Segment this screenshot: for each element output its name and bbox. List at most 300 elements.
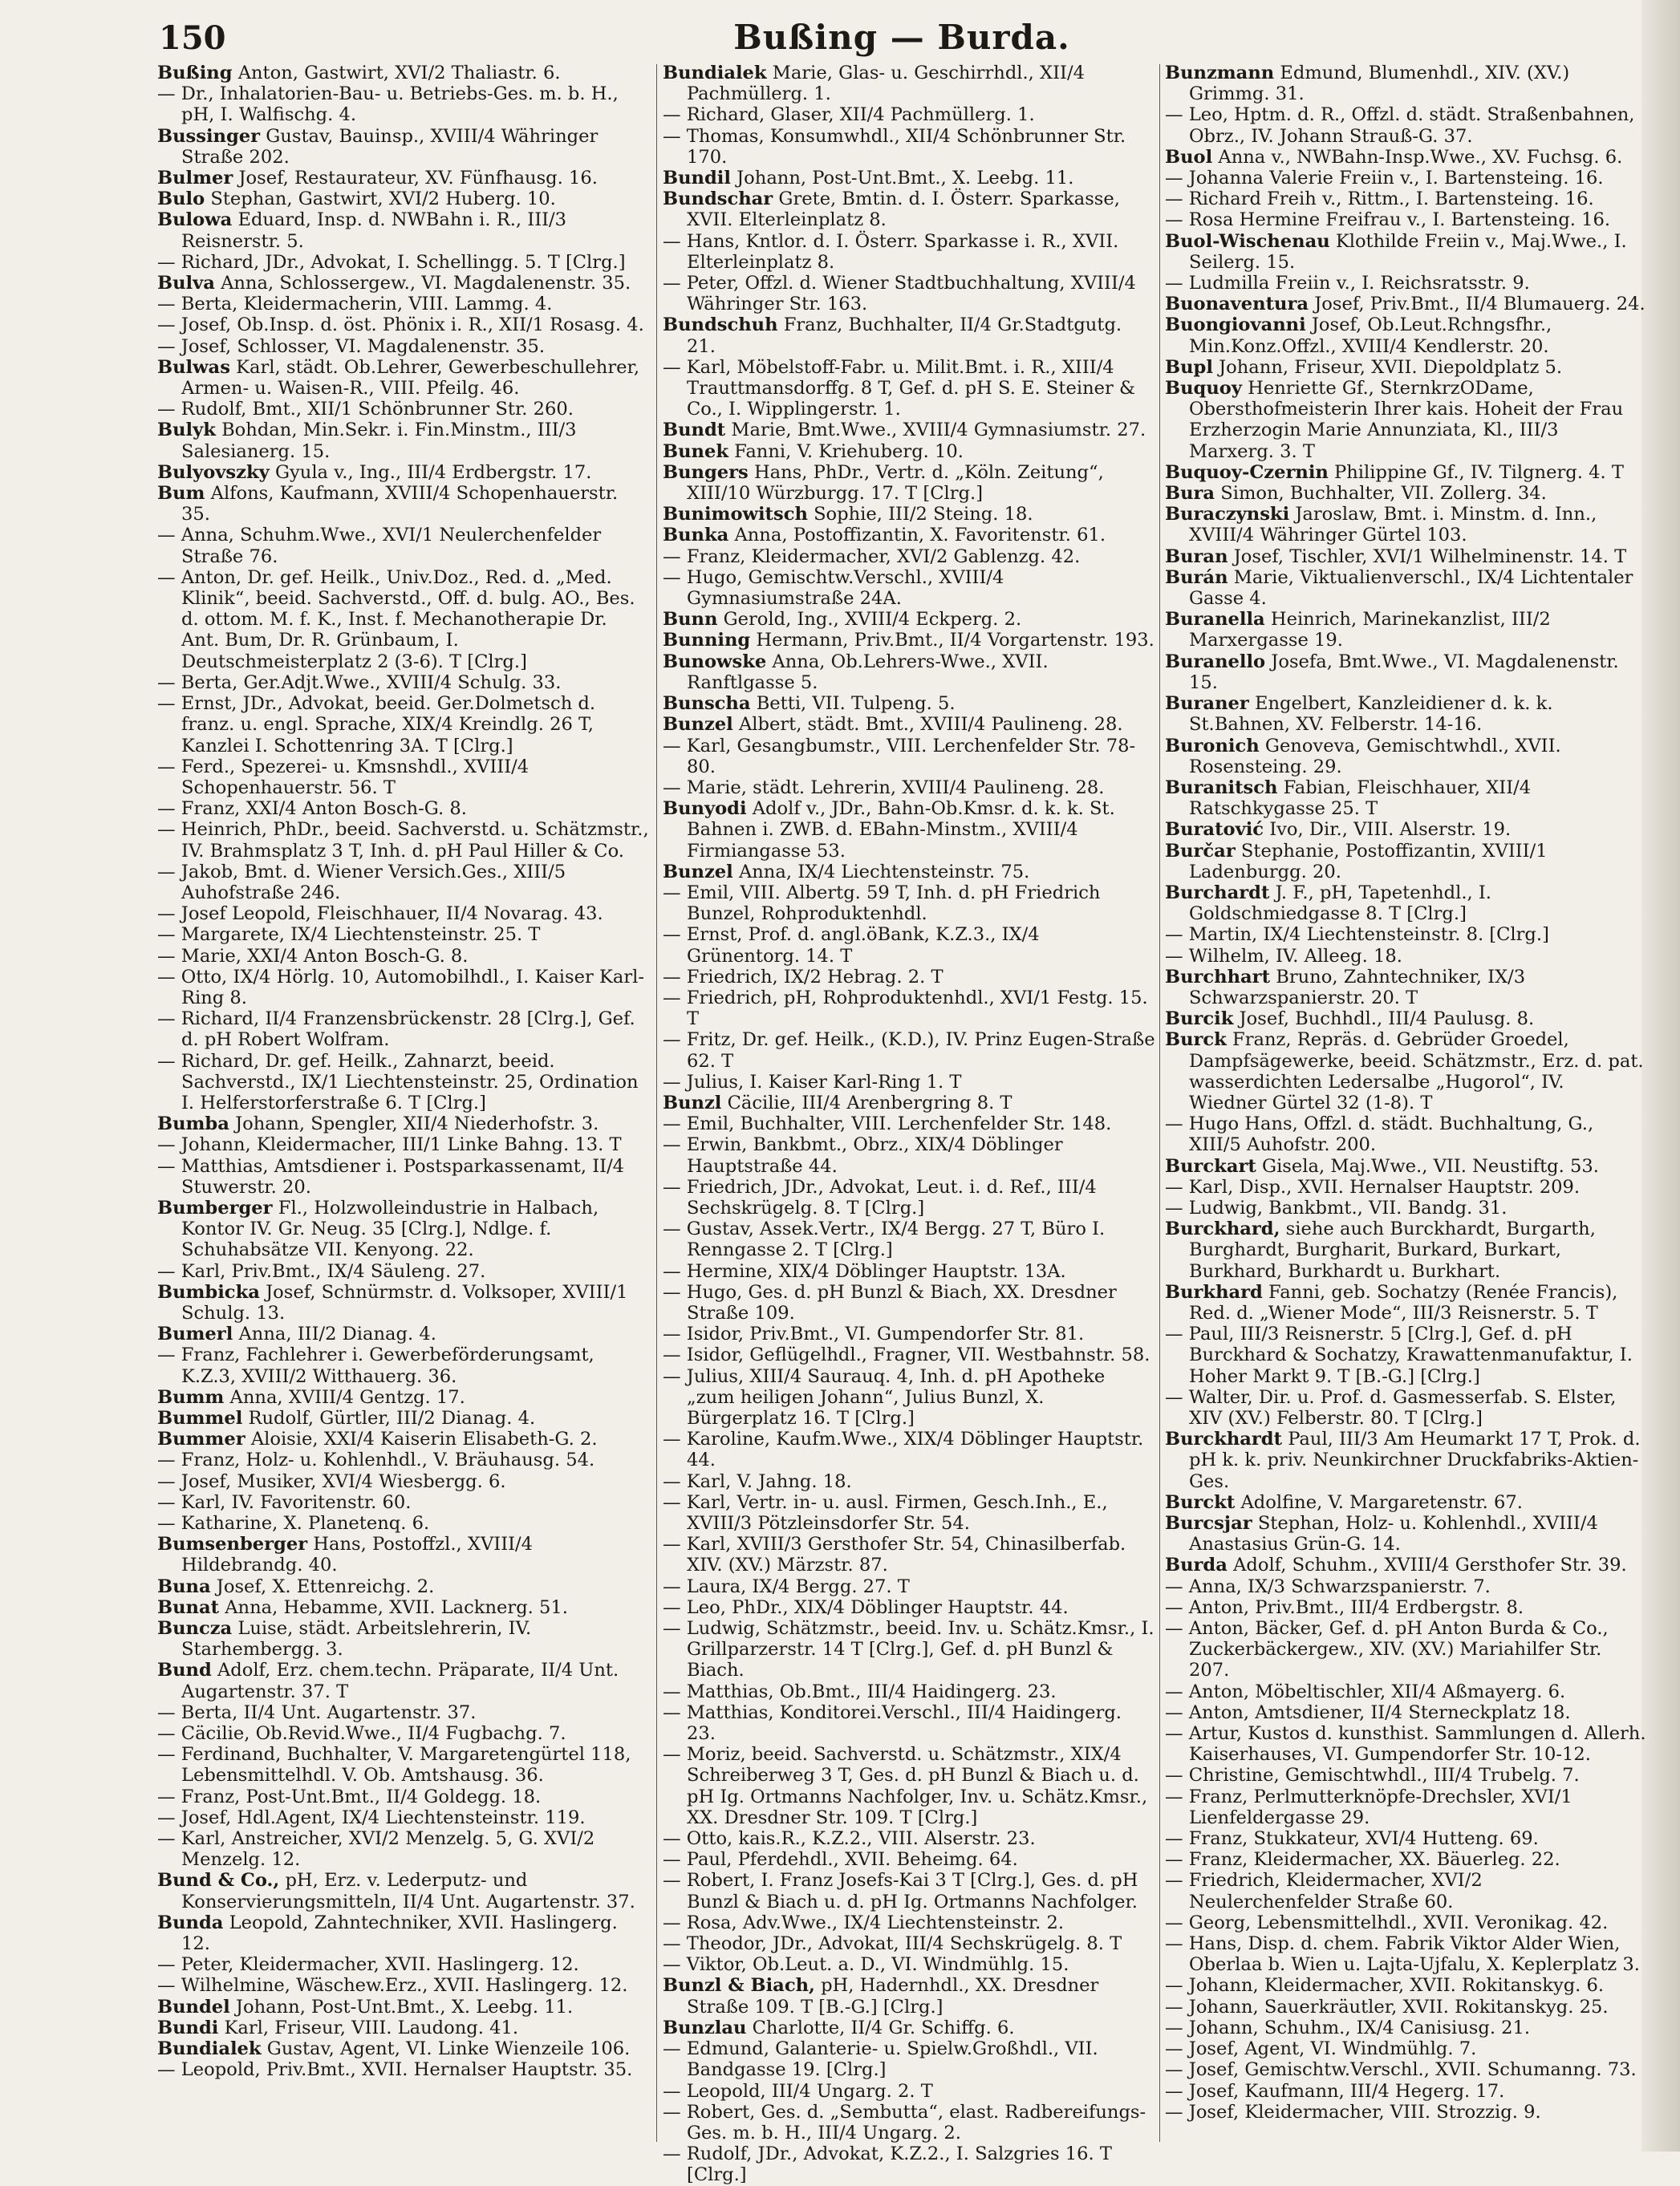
entry-details: — Josef, Kleidermacher, VIII. Strozzig. 9. bbox=[1165, 2101, 1541, 2123]
directory-entry bbox=[157, 1344, 651, 1386]
entry-details: — Artur, Kustos d. kunsthist. Sammlungen d. Allerh. Kaiserhauses, VI. Gumpendorfer Str. 10-12. bbox=[1165, 1723, 1646, 1766]
directory-entry bbox=[157, 1156, 651, 1198]
entry-details: — Karl, Möbelstoff-Fabr. u. Milit.Bmt. i. R., XIII/4 Trauttmansdorffg. 8 T, Gef. d. pH S. E. Steiner & Co., I. Wipplingerstr. 1. bbox=[663, 356, 1136, 420]
entry-details: — Georg, Lebensmittelhdl., XVII. Veronikag. 42. bbox=[1165, 1912, 1609, 1933]
directory-entry bbox=[663, 1597, 1156, 1618]
directory-entry bbox=[663, 693, 1156, 714]
directory-entry bbox=[663, 2102, 1156, 2143]
entry-details: Engelbert, Kanzleidiener d. k. k. St.Bahnen, XV. Felberstr. 14-16. bbox=[1189, 693, 1553, 736]
directory-entry bbox=[1165, 357, 1646, 378]
entry-details: — Josef Leopold, Fleischhauer, II/4 Novarag. 43. bbox=[157, 903, 603, 925]
directory-entry bbox=[663, 1219, 1156, 1260]
entry-details: Anna, IX/4 Liechtensteinstr. 75. bbox=[738, 861, 1030, 882]
directory-entry bbox=[663, 1744, 1156, 1828]
directory-entry bbox=[1165, 147, 1646, 168]
directory-entry bbox=[663, 862, 1156, 882]
entry-details: — Hans, Disp. d. chem. Fabrik Viktor Alder Wien, Oberlaa b. Wien u. Lajta-Ujfalu, X. Keplerplatz 3. bbox=[1165, 1933, 1640, 1976]
entry-surname: Bunning bbox=[663, 630, 751, 651]
entry-surname: Bulowa bbox=[157, 209, 233, 231]
entry-details: Anna, Postoffizantin, X. Favoritenstr. 61. bbox=[734, 525, 1106, 546]
entry-details: — Katharine, X. Planetenq. 6. bbox=[157, 1513, 430, 1535]
directory-entry bbox=[1165, 2102, 1646, 2123]
page-edge-shadow bbox=[1641, 0, 1680, 2152]
entry-details: — Peter, Offzl. d. Wiener Stadtbuchhaltung, XVIII/4 Währinger Str. 163. bbox=[663, 273, 1136, 315]
directory-entry bbox=[1165, 1555, 1646, 1576]
entry-details: — Karl, XVIII/3 Gersthofer Str. 54, Chinasilberfab. XIV. (XV.) Märzstr. 87. bbox=[663, 1534, 1126, 1576]
entry-details: — Dr., Inhalatorien-Bau- u. Betriebs-Ges. m. b. H., pH, I. Walfischg. 4. bbox=[157, 83, 619, 126]
entry-details: Josef, Schnürmstr. d. Volksoper, XVIII/1 Schulg. 13. bbox=[181, 1281, 628, 1324]
directory-entry bbox=[1165, 819, 1646, 840]
entry-details: Rudolf, Gürtler, III/2 Dianag. 4. bbox=[248, 1408, 536, 1429]
column-rule bbox=[656, 64, 657, 2142]
entry-details: Philippine Gf., IV. Tilgnerg. 4. T bbox=[1334, 461, 1624, 483]
entry-details: — Viktor, Ob.Leut. a. D., VI. Windmühlg. 15. bbox=[663, 1954, 1069, 1976]
directory-entry bbox=[157, 1618, 651, 1660]
entry-details: Aloisie, XXI/4 Kaiserin Elisabeth-G. 2. bbox=[250, 1429, 598, 1450]
directory-entry bbox=[157, 924, 651, 945]
entry-surname: Bundschuh bbox=[663, 314, 778, 336]
entry-surname: Bum bbox=[157, 483, 205, 505]
entry-surname: Bussinger bbox=[157, 125, 261, 147]
directory-entry bbox=[157, 1387, 651, 1408]
entry-details: — Robert, Ges. d. „Sembutta“, elast. Radbereifungs-Ges. m. b. H., III/4 Ungarg. 2. bbox=[663, 2101, 1146, 2143]
directory-entry bbox=[1165, 314, 1646, 356]
entry-details: Franz, Buchhalter, II/4 Gr.Stadtgutg. 21. bbox=[687, 314, 1122, 357]
directory-entry bbox=[1165, 2059, 1646, 2080]
directory-entry bbox=[663, 546, 1156, 567]
entry-details: Karl, Friseur, VIII. Laudong. 41. bbox=[224, 2017, 519, 2038]
entry-surname: Bunek bbox=[663, 440, 728, 462]
entry-details: Anna, Ob.Lehrers-Wwe., XVII. Ranftlgasse 5. bbox=[687, 651, 1049, 693]
entry-details: Ivo, Dir., VIII. Alserstr. 19. bbox=[1269, 819, 1512, 841]
entry-details: — Josef, Schlosser, VI. Magdalenenstr. 35. bbox=[157, 335, 546, 357]
entry-surname: Bunyodi bbox=[663, 798, 747, 820]
directory-entry bbox=[157, 967, 651, 1008]
entry-details: Charlotte, II/4 Gr. Schiffg. 6. bbox=[752, 2017, 1015, 2038]
entry-details: — Karl, Anstreicher, XVI/2 Menzelg. 5, G. XVI/2 Menzelg. 12. bbox=[157, 1828, 595, 1871]
directory-entry bbox=[1165, 1492, 1646, 1513]
entry-details: — Josef, Ob.Insp. d. öst. Phönix i. R., XII/1 Rosasg. 4. bbox=[157, 314, 644, 336]
entry-details: — Berta, Kleidermacherin, VIII. Lammg. 4. bbox=[157, 294, 553, 315]
entry-details: — Franz, Stukkateur, XVI/4 Hutteng. 69. bbox=[1165, 1828, 1539, 1850]
entry-details: — Matthias, Konditorei.Verschl., III/4 Haidingerg. 23. bbox=[663, 1701, 1122, 1745]
directory-entry bbox=[663, 189, 1156, 230]
directory-entry bbox=[663, 609, 1156, 630]
directory-entry bbox=[1165, 1282, 1646, 1324]
directory-entry bbox=[157, 1744, 651, 1786]
directory-entry bbox=[1165, 273, 1646, 294]
entry-surname: Bundi bbox=[157, 2017, 219, 2038]
entry-details: — Karl, Disp., XVII. Hernalser Hauptstr. 209. bbox=[1165, 1176, 1581, 1198]
entry-details: Josefa, Bmt.Wwe., VI. Magdalenenstr. 15. bbox=[1189, 651, 1619, 693]
entry-details: Anna, Hebamme, XVII. Lacknerg. 51. bbox=[225, 1596, 568, 1618]
entry-details: Fl., Holzwolleindustrie in Halbach, Kontor IV. Gr. Neug. 35 [Clrg.], Ndlge. f. Schuhabsätze VII. Kenyong. 22. bbox=[181, 1197, 599, 1261]
directory-entry bbox=[157, 462, 651, 483]
directory-entry bbox=[1165, 378, 1646, 462]
entry-details: — Anna, IX/3 Schwarzspanierstr. 7. bbox=[1165, 1576, 1491, 1597]
directory-entry bbox=[157, 946, 651, 967]
directory-entry bbox=[1165, 1618, 1646, 1681]
entry-details: — Otto, kais.R., K.Z.2., VIII. Alserstr. 23. bbox=[663, 1828, 1036, 1850]
entry-surname: Bundialek bbox=[663, 63, 767, 83]
entry-details: — Karl, V. Jahng. 18. bbox=[663, 1470, 852, 1492]
entry-details: Stephanie, Postoffizantin, XVIII/1 Ladenburgg. 20. bbox=[1189, 840, 1548, 882]
directory-entry bbox=[663, 126, 1156, 168]
entry-surname: Bund & Co., bbox=[157, 1870, 280, 1892]
entry-surname: Bumm bbox=[157, 1386, 225, 1408]
entry-details: — Martin, IX/4 Liechtensteinstr. 8. [Clrg.] bbox=[1165, 924, 1549, 946]
directory-entry bbox=[1165, 1513, 1646, 1555]
entry-details: — Richard, Glaser, XII/4 Pachmüllerg. 1. bbox=[663, 104, 1035, 126]
entry-surname: Burckhardt bbox=[1165, 1429, 1283, 1450]
entry-details: Fabian, Fleischhauer, XII/4 Ratschkygasse 25. T bbox=[1189, 777, 1532, 820]
entry-surname: Burchhart bbox=[1165, 966, 1271, 988]
entry-details: — Emil, Buchhalter, VIII. Lerchenfelder Str. 148. bbox=[663, 1113, 1112, 1135]
entry-details: Josef, Buchhdl., III/4 Paulusg. 8. bbox=[1239, 1008, 1535, 1030]
directory-entry bbox=[663, 1282, 1156, 1324]
entry-details: Marie, Bmt.Wwe., XVIII/4 Gymnasiumstr. 27. bbox=[731, 420, 1146, 441]
directory-entry bbox=[157, 1975, 651, 1996]
directory-entry bbox=[157, 1787, 651, 1807]
entry-details: — Josef, Kaufmann, III/4 Hegerg. 17. bbox=[1165, 2080, 1505, 2102]
directory-entry bbox=[1165, 104, 1646, 146]
directory-entry bbox=[663, 1344, 1156, 1365]
entry-details: Fanni, geb. Sochatzy (Renée Francis), Red. d. „Wiener Mode“, III/3 Reisnerstr. 5. T bbox=[1189, 1281, 1618, 1324]
entry-surname: Bunscha bbox=[663, 693, 751, 715]
entry-surname: Buncza bbox=[157, 1618, 233, 1640]
entry-details: — Josef, Gemischtw.Verschl., XVII. Schumanng. 73. bbox=[1165, 2059, 1637, 2081]
entry-details: — Rosa, Adv.Wwe., IX/4 Liechtensteinstr. 2. bbox=[663, 1912, 1065, 1933]
directory-entry bbox=[1165, 1702, 1646, 1723]
directory-entry bbox=[157, 209, 651, 251]
entry-details: — Karl, Vertr. in- u. ausl. Firmen, Gesch.Inh., E., XVIII/3 Pötzleinsdorfer Str. 54. bbox=[663, 1491, 1108, 1535]
entry-surname: Burckt bbox=[1165, 1491, 1236, 1513]
entry-details: — Erwin, Bankbmt., Obrz., XIX/4 Döblinger Hauptstraße 44. bbox=[663, 1134, 1063, 1177]
entry-details: — Hugo, Gemischtw.Verschl., XVIII/4 Gymnasiumstraße 24A. bbox=[663, 566, 1004, 610]
entry-details: Hans, PhDr., Vertr. d. „Köln. Zeitung“, XIII/10 Würzburgg. 17. T [Clrg.] bbox=[687, 461, 1104, 505]
entry-details: — Anton, Dr. gef. Heilk., Univ.Doz., Red. d. „Med. Klinik“, beeid. Sachverstd., Off. d. bulg. AO., Bes. d. ottom. M. f. K., Inst. f. Mechanotherapie Dr. Ant. Bum, Dr. R. Grünbaum, I. Deutschmeisterplatz 2 (3-6). T [Clrg.] bbox=[157, 566, 635, 672]
entry-surname: Bunzl bbox=[663, 1092, 722, 1113]
entry-surname: Bunimowitsch bbox=[663, 504, 808, 525]
entry-details: Gerold, Ing., XVIII/4 Eckperg. 2. bbox=[723, 609, 1022, 631]
directory-entry bbox=[157, 693, 651, 756]
entry-details: — Franz, Post-Unt.Bmt., II/4 Goldegg. 18. bbox=[157, 1786, 542, 1807]
directory-entry bbox=[157, 1324, 651, 1344]
directory-entry bbox=[157, 252, 651, 273]
entry-details: — Laura, IX/4 Bergg. 27. T bbox=[663, 1576, 910, 1597]
entry-surname: Buranitsch bbox=[1165, 777, 1278, 798]
entry-details: — Karl, Priv.Bmt., IX/4 Säuleng. 27. bbox=[157, 1260, 486, 1282]
running-head: Bußing — Burda. bbox=[733, 18, 1070, 57]
entry-details: Johann, Post-Unt.Bmt., X. Leebg. 11. bbox=[737, 168, 1074, 189]
page-header bbox=[159, 16, 1645, 63]
directory-entry bbox=[157, 756, 651, 798]
entry-surname: Buraczynski bbox=[1165, 504, 1290, 525]
directory-entry bbox=[1165, 1198, 1646, 1219]
entry-details: Hermann, Priv.Bmt., II/4 Vorgartenstr. 193. bbox=[756, 630, 1154, 651]
entry-details: Josef, Restaurateur, XV. Fünfhausg. 16. bbox=[238, 168, 598, 189]
entry-details: — Matthias, Ob.Bmt., III/4 Haidingerg. 23. bbox=[663, 1681, 1057, 1702]
entry-details: — Hugo Hans, Offzl. d. städt. Buchhaltung, G., XIII/5 Auhofstr. 200. bbox=[1165, 1113, 1594, 1156]
entry-details: — Leo, PhDr., XIX/4 Döblinger Hauptstr. 44. bbox=[663, 1596, 1069, 1618]
entry-details: — Marie, städt. Lehrerin, XVIII/4 Paulineng. 28. bbox=[663, 777, 1105, 798]
directory-entry bbox=[157, 1870, 651, 1912]
directory-entry bbox=[157, 1534, 651, 1576]
entry-details: pH, Hadernhdl., XX. Dresdner Straße 109. T [B.-G.] [Clrg.] bbox=[687, 1975, 1099, 2018]
directory-entry bbox=[157, 1492, 651, 1513]
entry-details: — Otto, IX/4 Hörlg. 10, Automobilhdl., I. Kaiser Karl-Ring 8. bbox=[157, 966, 644, 1008]
entry-surname: Bulyk bbox=[157, 420, 216, 441]
directory-entry bbox=[1165, 1912, 1646, 1933]
entry-details: Marie, Viktualienverschl., IX/4 Lichtentaler Gasse 4. bbox=[1189, 566, 1633, 610]
entry-details: Betti, VII. Tulpeng. 5. bbox=[756, 693, 956, 715]
directory-entry bbox=[1165, 1219, 1646, 1282]
directory-entry bbox=[1165, 2038, 1646, 2059]
entry-details: Marie, Glas- u. Geschirrhdl., XII/4 Pachmüllerg. 1. bbox=[687, 63, 1085, 105]
directory-entry bbox=[663, 314, 1156, 356]
entry-details: — Emil, VIII. Albertg. 59 T, Inh. d. pH Friedrich Bunzel, Rohproduktenhdl. bbox=[663, 882, 1101, 925]
entry-surname: Bumbicka bbox=[157, 1281, 260, 1303]
entry-details: — Hermine, XIX/4 Döblinger Hauptstr. 13A. bbox=[663, 1260, 1066, 1282]
entry-surname: Bungers bbox=[663, 461, 749, 483]
entry-details: — Franz, Kleidermacher, XX. Bäuerleg. 22. bbox=[1165, 1849, 1560, 1871]
directory-entry bbox=[157, 1261, 651, 1282]
directory-entry bbox=[663, 630, 1156, 651]
entry-details: Josef, Tischler, XVI/1 Wilhelminenstr. 14. T bbox=[1233, 545, 1627, 567]
directory-entry bbox=[157, 672, 651, 693]
directory-entry bbox=[157, 1576, 651, 1597]
entry-details: Genoveva, Gemischtwhdl., XVII. Rosensteing. 29. bbox=[1189, 735, 1561, 777]
entry-details: Bruno, Zahntechniker, IX/3 Schwarzspanierstr. 20. T bbox=[1189, 966, 1526, 1008]
entry-surname: Bunka bbox=[663, 525, 729, 546]
entry-surname: Bunda bbox=[157, 1912, 224, 1933]
directory-entry bbox=[157, 1807, 651, 1828]
entry-surname: Buronich bbox=[1165, 735, 1260, 756]
directory-entry bbox=[1165, 1387, 1646, 1429]
entry-surname: Buran bbox=[1165, 545, 1228, 567]
entry-details: — Franz, XXI/4 Anton Bosch-G. 8. bbox=[157, 798, 467, 820]
entry-details: — Rosa Hermine Freifrau v., I. Bartensteing. 16. bbox=[1165, 209, 1611, 231]
directory-entry bbox=[663, 777, 1156, 798]
directory-entry bbox=[663, 567, 1156, 609]
directory-entry bbox=[663, 967, 1156, 988]
directory-entry bbox=[663, 1261, 1156, 1282]
directory-entry bbox=[663, 168, 1156, 189]
directory-entry bbox=[157, 1997, 651, 2018]
entry-details: — Friedrich, Kleidermacher, XVI/2 Neulerchenfelder Straße 60. bbox=[1165, 1870, 1483, 1912]
directory-entry bbox=[157, 1113, 651, 1134]
directory-entry bbox=[157, 1471, 651, 1492]
directory-entry bbox=[1165, 1828, 1646, 1849]
entry-details: Anton, Gastwirt, XVI/2 Thaliastr. 6. bbox=[237, 63, 561, 83]
directory-entry bbox=[663, 1702, 1156, 1744]
entry-details: Josef, Priv.Bmt., II/4 Blumauerg. 24. bbox=[1314, 294, 1646, 315]
entry-surname: Buratović bbox=[1165, 819, 1264, 841]
directory-entry bbox=[663, 1072, 1156, 1093]
entry-surname: Bunzel bbox=[663, 861, 733, 882]
entry-details: Anna, XVIII/4 Gentzg. 17. bbox=[229, 1386, 465, 1408]
entry-details: — Paul, Pferdehdl., XVII. Beheimg. 64. bbox=[663, 1849, 1018, 1871]
entry-surname: Buquoy-Czernin bbox=[1165, 461, 1329, 483]
entry-details: Gustav, Agent, VI. Linke Wienzeile 106. bbox=[266, 2038, 631, 2060]
directory-entry bbox=[1165, 1849, 1646, 1870]
entry-details: Hans, Postoffzl., XVIII/4 Hildebrandg. 40. bbox=[181, 1534, 534, 1576]
directory-entry bbox=[157, 1429, 651, 1450]
directory-entry bbox=[663, 714, 1156, 735]
entry-details: Adolfine, V. Margaretenstr. 67. bbox=[1240, 1491, 1523, 1513]
entry-surname: Buranello bbox=[1165, 651, 1266, 672]
directory-entry bbox=[1165, 1787, 1646, 1828]
directory-entry bbox=[1165, 294, 1646, 314]
directory-entry bbox=[663, 1324, 1156, 1344]
entry-details: — Josef, Musiker, XVI/4 Wiesbergg. 6. bbox=[157, 1470, 506, 1492]
entry-details: — Josef, Agent, VI. Windmühlg. 7. bbox=[1165, 2038, 1477, 2060]
directory-entry bbox=[663, 798, 1156, 862]
directory-entry bbox=[157, 2018, 651, 2038]
entry-details: pH, Erz. v. Lederputz- und Konservierungsmitteln, II/4 Unt. Augartenstr. 37. bbox=[181, 1870, 635, 1912]
directory-entry bbox=[663, 1029, 1156, 1071]
directory-entry bbox=[663, 1534, 1156, 1576]
entry-details: — Anton, Priv.Bmt., III/4 Erdbergstr. 8. bbox=[1165, 1596, 1524, 1618]
entry-surname: Bumba bbox=[157, 1113, 229, 1135]
directory-entry bbox=[663, 1429, 1156, 1470]
entry-details: — Margarete, IX/4 Liechtensteinstr. 25. T bbox=[157, 924, 541, 946]
entry-details: Paul, III/3 Am Heumarkt 17 T, Prok. d. pH k. k. priv. Neunkirchner Druckfabriks-Aktien-Ges. bbox=[1189, 1429, 1641, 1492]
directory-entry bbox=[157, 1282, 651, 1324]
directory-entry bbox=[1165, 841, 1646, 882]
entry-details: Adolf, Erz. chem.techn. Präparate, II/4 Unt. Augartenstr. 37. T bbox=[181, 1660, 619, 1702]
directory-entry bbox=[1165, 209, 1646, 230]
entry-details: — Berta, Ger.Adjt.Wwe., XVIII/4 Schulg. 33. bbox=[157, 671, 562, 693]
directory-entry bbox=[663, 1471, 1156, 1492]
directory-entry bbox=[1165, 546, 1646, 567]
entry-surname: Bupl bbox=[1165, 356, 1213, 378]
entry-surname: Bumerl bbox=[157, 1324, 233, 1345]
directory-entry bbox=[157, 567, 651, 672]
entry-details: — Hugo, Ges. d. pH Bunzl & Biach, XX. Dresdner Straße 109. bbox=[663, 1281, 1117, 1324]
directory-entry bbox=[1165, 1429, 1646, 1492]
entry-surname: Buna bbox=[157, 1576, 211, 1597]
directory-entry bbox=[663, 525, 1156, 545]
directory-entry bbox=[157, 63, 651, 83]
entry-details: — Leopold, Priv.Bmt., XVII. Hernalser Hauptstr. 35. bbox=[157, 2059, 633, 2081]
directory-entry bbox=[663, 1954, 1156, 1975]
entry-details: — Rudolf, Bmt., XII/1 Schönbrunner Str. 260. bbox=[157, 399, 574, 420]
directory-entry bbox=[157, 2038, 651, 2059]
entry-details: — Cäcilie, Ob.Revid.Wwe., II/4 Fugbachg. 7. bbox=[157, 1723, 566, 1745]
directory-entry bbox=[1165, 189, 1646, 209]
entry-details: — Franz, Perlmutterknöpfe-Drechsler, XVI/1 Lienfeldergasse 29. bbox=[1165, 1786, 1572, 1828]
entry-details: Gisela, Maj.Wwe., VII. Neustiftg. 53. bbox=[1262, 1155, 1599, 1177]
directory-entry bbox=[663, 504, 1156, 525]
directory-entry bbox=[1165, 567, 1646, 609]
entry-details: — Josef, Hdl.Agent, IX/4 Liechtensteinstr. 119. bbox=[157, 1807, 586, 1828]
directory-entry bbox=[157, 903, 651, 924]
entry-details: — Walter, Dir. u. Prof. d. Gasmesserfab. S. Elster, XIV (XV.) Felberstr. 80. T [Clrg.] bbox=[1165, 1386, 1617, 1429]
entry-surname: Bundil bbox=[663, 168, 731, 189]
directory-entry bbox=[663, 1576, 1156, 1597]
directory-entry bbox=[157, 2059, 651, 2080]
entry-details: — Isidor, Geflügelhdl., Fragner, VII. Westbahnstr. 58. bbox=[663, 1344, 1150, 1366]
entry-details: Fanni, V. Kriehuberg. 10. bbox=[734, 440, 964, 462]
entry-details: J. F., pH, Tapetenhdl., I. Goldschmiedgasse 8. T [Clrg.] bbox=[1189, 882, 1491, 925]
directory-entry bbox=[1165, 882, 1646, 924]
entry-details: — Marie, XXI/4 Anton Bosch-G. 8. bbox=[157, 945, 469, 967]
entry-details: Adolf v., JDr., Bahn-Ob.Kmsr. d. k. k. St. Bahnen i. ZWB. d. EBahn-Minstm., XVIII/4 Firmiangasse 53. bbox=[687, 798, 1115, 862]
entry-details: Stephan, Holz- u. Kohlenhdl., XVIII/4 Anastasius Grün-G. 14. bbox=[1189, 1513, 1598, 1555]
directory-entry bbox=[157, 1597, 651, 1618]
directory-entry bbox=[157, 273, 651, 294]
directory-entry bbox=[663, 1093, 1156, 1113]
entry-details: Adolf, Schuhm., XVIII/4 Gersthofer Str. 39. bbox=[1233, 1555, 1627, 1576]
directory-entry bbox=[157, 294, 651, 314]
entry-details: Eduard, Insp. d. NWBahn i. R., III/3 Reisnerstr. 5. bbox=[181, 209, 567, 252]
entry-details: — Johann, Schuhm., IX/4 Canisiusg. 21. bbox=[1165, 2017, 1531, 2038]
directory-entry bbox=[663, 441, 1156, 462]
entry-details: — Johann, Sauerkräutler, XVII. Rokitanskyg. 25. bbox=[1165, 1996, 1609, 2018]
directory-entry bbox=[1165, 462, 1646, 483]
entry-surname: Burda bbox=[1165, 1555, 1228, 1576]
entry-surname: Burán bbox=[1165, 566, 1228, 588]
entry-details: — Julius, I. Kaiser Karl-Ring 1. T bbox=[663, 1071, 962, 1093]
entry-details: Sophie, III/2 Steing. 18. bbox=[814, 504, 1033, 525]
entry-details: — Friedrich, pH, Rohproduktenhdl., XVI/1 Festg. 15. T bbox=[663, 987, 1148, 1030]
directory-entry bbox=[663, 420, 1156, 440]
directory-entry bbox=[663, 2143, 1156, 2185]
directory-entry bbox=[663, 924, 1156, 966]
entry-details: — Richard Freih v., Rittm., I. Bartensteing. 16. bbox=[1165, 189, 1594, 210]
entry-details: Edmund, Blumenhdl., XIV. (XV.) Grimmg. 31. bbox=[1189, 63, 1570, 105]
entry-details: — Karl, IV. Favoritenstr. 60. bbox=[157, 1491, 412, 1513]
entry-surname: Buranella bbox=[1165, 609, 1265, 631]
directory-entry bbox=[1165, 693, 1646, 735]
entry-details: Bohdan, Min.Sekr. i. Fin.Minstm., III/3 Salesianerg. 15. bbox=[181, 420, 577, 462]
entry-details: Alfons, Kaufmann, XVIII/4 Schopenhauerstr. 35. bbox=[181, 483, 619, 525]
directory-entry bbox=[1165, 651, 1646, 693]
entry-details: Stephan, Gastwirt, XVI/2 Huberg. 10. bbox=[210, 189, 556, 210]
directory-entry bbox=[663, 736, 1156, 777]
directory-entry bbox=[1165, 777, 1646, 819]
directory-entry bbox=[663, 1134, 1156, 1176]
entry-details: siehe auch Burckhardt, Burgarth, Burghardt, Burgharit, Burkard, Burkart, Burkhard, Burkhardt u. Burkhart. bbox=[1189, 1219, 1596, 1282]
directory-entry bbox=[1165, 1156, 1646, 1177]
directory-entry bbox=[1165, 1113, 1646, 1155]
entry-details: — Ferd., Spezerei- u. Kmsnshdl., XVIII/4 Schopenhauerstr. 56. T bbox=[157, 756, 530, 798]
entry-details: — Richard, JDr., Advokat, I. Schellingg. 5. T [Clrg.] bbox=[157, 251, 626, 273]
directory-entry bbox=[1165, 1975, 1646, 1996]
entry-details: Anna, Schlossergew., VI. Magdalenenstr. 35. bbox=[221, 273, 631, 294]
entry-surname: Bumberger bbox=[157, 1197, 273, 1219]
entry-surname: Bunn bbox=[663, 609, 718, 631]
directory-entry bbox=[157, 1513, 651, 1534]
entry-details: — Friedrich, IX/2 Hebrag. 2. T bbox=[663, 966, 943, 988]
directory-column-right bbox=[1165, 63, 1646, 2123]
directory-entry bbox=[157, 862, 651, 903]
directory-entry bbox=[157, 819, 651, 861]
entry-details: Anna v., NWBahn-Insp.Wwe., XV. Fuchsg. 6. bbox=[1218, 146, 1623, 168]
entry-surname: Buol-Wischenau bbox=[1165, 230, 1330, 252]
entry-details: Heinrich, Marinekanzlist, III/2 Marxergasse 19. bbox=[1189, 609, 1551, 651]
entry-details: — Julius, XIII/4 Saurauq. 4, Inh. d. pH Apotheke „zum heiligen Johann“, Julius Bunzl, X. Bürgerplatz 16. T [Clrg.] bbox=[663, 1365, 1106, 1429]
entry-details: — Thomas, Konsumwhdl., XII/4 Schönbrunner Str. 170. bbox=[663, 125, 1126, 168]
directory-entry bbox=[663, 1681, 1156, 1702]
directory-entry bbox=[663, 1618, 1156, 1681]
directory-entry bbox=[663, 1492, 1156, 1534]
directory-entry bbox=[663, 988, 1156, 1029]
entry-details: — Friedrich, JDr., Advokat, Leut. i. d. Ref., III/4 Sechskrügelg. 8. T [Clrg.] bbox=[663, 1176, 1097, 1219]
directory-entry bbox=[1165, 483, 1646, 504]
entry-details: — Wilhelmine, Wäschew.Erz., XVII. Haslingerg. 12. bbox=[157, 1975, 628, 1997]
